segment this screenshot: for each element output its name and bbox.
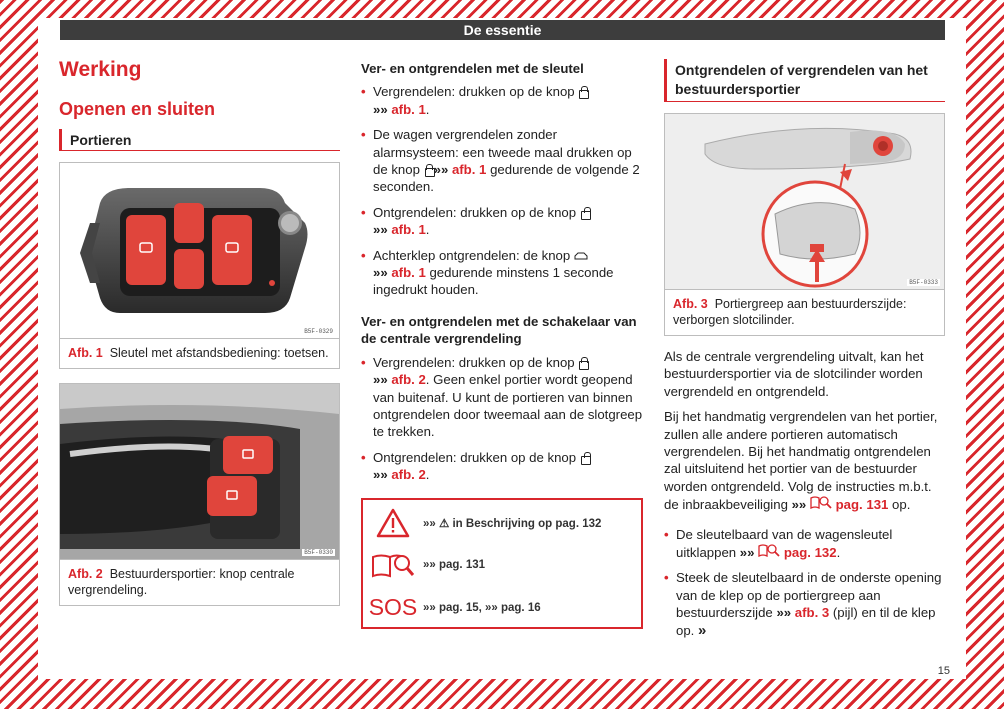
figure-link[interactable]: afb. 1 xyxy=(391,101,426,117)
trunk-button xyxy=(174,203,204,243)
door-handle-image xyxy=(665,114,944,290)
continue-marker: » xyxy=(698,621,707,639)
figure-label: Afb. 2 xyxy=(68,567,103,581)
list-item: • De sleutelbaard van de wagensleutel uitklappen »» pag. 132. xyxy=(664,526,945,562)
lock-button xyxy=(126,215,166,285)
lock-open-icon xyxy=(580,452,590,463)
figure-link[interactable]: afb. 2 xyxy=(391,467,426,483)
lock-closed-icon xyxy=(578,357,588,368)
figure-label: Afb. 3 xyxy=(673,297,708,311)
box-title-driver-door: Ontgrendelen of vergrendelen van het bestuurdersportier xyxy=(664,59,945,102)
heading-key-locking: Ver- en ontgrendelen met de sleutel xyxy=(361,61,584,76)
item-text: (pijl) en til de klep op. xyxy=(676,605,936,638)
figure-3 xyxy=(664,113,945,336)
figure-1 xyxy=(59,162,340,369)
paragraph: Als de centrale vergrendeling uitvalt, kan het bestuurdersportier via de slotcilinder worden vergrendeld en ontgrendeld. xyxy=(664,349,924,399)
notes-box xyxy=(361,498,643,629)
unlock-button xyxy=(212,215,252,285)
figure-code: B5F-0333 xyxy=(909,279,938,286)
trunk-icon xyxy=(574,251,588,260)
figure-link[interactable]: afb. 1 xyxy=(391,265,426,281)
figure-link[interactable]: afb. 3 xyxy=(794,605,830,621)
page-link[interactable]: pag. 131 xyxy=(835,497,889,513)
key-fob-image xyxy=(60,163,339,339)
item-text: . Geen enkel portier wordt geopend van buitenaf. U kunt de portieren van binnen ontgrendelen door tweemaal aan de slotgreep te trekken. xyxy=(373,372,643,440)
unlock-switch xyxy=(223,436,273,474)
sos-icon: SOS xyxy=(368,594,418,621)
item-text: . xyxy=(425,101,430,117)
item-text: Achterklep ontgrendelen: de knop xyxy=(373,247,571,263)
item-text: Steek de sleutelbaard in de onderste opening van de klep op de portiergreep aan bestuurderszijde xyxy=(676,570,942,621)
lock-switch xyxy=(207,476,257,516)
chapter-header: De essentie xyxy=(60,20,945,40)
book-ref[interactable]: »» pag. 131 xyxy=(423,558,486,571)
page-number: 15 xyxy=(937,665,950,677)
figure-caption-text: Portiergreep aan bestuurderszijde: verborgen slotcilinder. xyxy=(673,297,907,327)
item-text: Ontgrendelen: drukken op de knop xyxy=(373,449,577,465)
item-text: . xyxy=(836,545,841,561)
column-3 xyxy=(664,59,945,647)
list-item: • Vergrendelen: drukken op de knop »» afb. 1. xyxy=(361,83,643,118)
figure-link[interactable]: afb. 1 xyxy=(451,162,487,178)
figure-caption xyxy=(665,290,944,335)
figure-caption xyxy=(60,339,339,368)
figure-2 xyxy=(59,383,340,606)
list-item: • Vergrendelen: drukken op de knop »» afb. 2. Geen enkel portier wordt geopend van buitenaf. U kunt de portieren van binnen ontgrendelen door tweemaal aan de slotgreep te trekken. xyxy=(361,354,643,441)
list-item: • Achterklep ontgrendelen: de knop »» afb. 1 gedurende minstens 1 seconde ingedrukt houden. xyxy=(361,247,643,299)
subsection-title: Openen en sluiten xyxy=(59,99,216,119)
item-text: Ontgrendelen: drukken op de knop xyxy=(373,204,577,220)
warning-icon xyxy=(376,508,410,538)
figure-link[interactable]: afb. 1 xyxy=(391,222,426,238)
page-link[interactable]: pag. 132 xyxy=(783,545,837,561)
figure-code: B5F-0329 xyxy=(304,328,333,335)
door-handle-illustration xyxy=(665,114,944,290)
figure-link[interactable]: afb. 2 xyxy=(391,372,426,388)
list-item: • Ontgrendelen: drukken op de knop »» afb. 2. xyxy=(361,449,643,484)
section-title: Werking xyxy=(59,58,142,81)
item-text: Vergrendelen: drukken op de knop xyxy=(373,84,575,100)
lock-closed-icon xyxy=(578,86,588,97)
book-magnifier-icon xyxy=(810,495,832,509)
box-title-portieren: Portieren xyxy=(59,129,340,151)
key-fob-illustration xyxy=(60,163,339,339)
column-2 xyxy=(361,60,643,629)
figure-caption-text: Bestuurdersportier: knop centrale vergrendeling. xyxy=(68,567,295,597)
page xyxy=(38,18,966,679)
item-text: . xyxy=(425,467,430,483)
note-book xyxy=(363,545,641,585)
column-1 xyxy=(59,58,340,606)
list-item: • De wagen vergrendelen zonder alarmsysteem: een tweede maal drukken op de knop »» afb. 1 gedurende de volgende 2 seconden. xyxy=(361,126,643,196)
note-sos xyxy=(363,588,641,628)
note-warning xyxy=(363,503,641,543)
panic-button xyxy=(174,249,204,289)
figure-caption xyxy=(60,560,339,605)
item-text: Vergrendelen: drukken op de knop xyxy=(373,354,575,370)
paragraph-text: Bij het handmatig vergrendelen van het portier, zullen alle andere portieren automatisch vergrendelen. Bij het handmatig ontgrendelen zal uitsluitend het portier van de bestuurder worden ontgrendeld. Volg de instructies m.b.t. de inbraakbeveiliging xyxy=(664,409,938,513)
door-switch-illustration xyxy=(60,384,339,560)
list-item: • Steek de sleutelbaard in de onderste opening van de klep op de portiergreep aan bestuurderszijde »» afb. 3 (pijl) en til de klep op. » xyxy=(664,569,945,639)
figure-code: B5F-0330 xyxy=(304,549,333,556)
heading-central-switch: Ver- en ontgrendelen met de schakelaar van de centrale vergrendeling xyxy=(361,313,637,347)
item-text: gedurende minstens 1 seconde ingedrukt houden. xyxy=(373,265,614,298)
lock-closed-icon xyxy=(424,164,434,175)
item-text: De sleutelbaard van de wagensleutel uitklappen xyxy=(676,526,893,561)
item-text: De wagen vergrendelen zonder alarmsysteem: een tweede maal drukken op de knop xyxy=(373,127,632,178)
item-text: gedurende de volgende 2 seconden. xyxy=(373,162,640,195)
warning-ref[interactable]: »» ⚠ in Beschrijving op pag. 132 xyxy=(423,517,602,530)
book-magnifier-icon xyxy=(758,543,780,557)
lock-open-icon xyxy=(580,207,590,218)
list-item: • Ontgrendelen: drukken op de knop »» afb. 1. xyxy=(361,204,643,239)
figure-label: Afb. 1 xyxy=(68,346,103,360)
item-text: . xyxy=(425,222,430,238)
sos-ref[interactable]: »» pag. 15, »» pag. 16 xyxy=(423,601,541,614)
book-magnifier-icon xyxy=(371,551,415,579)
figure-caption-text: Sleutel met afstandsbediening: toetsen. xyxy=(109,346,329,360)
paragraph-text: op. xyxy=(892,497,911,513)
paragraph: Bij het handmatig vergrendelen van het portier, zullen alle andere portieren automatisch vergrendelen. Bij het handmatig ontgrendelen zal uitsluitend het portier van de bestuurder worden ontgrendeld. Volg de instructies m.b.t. de inbraakbeveiliging »» pag. 131 op. xyxy=(664,409,938,513)
door-switch-image xyxy=(60,384,339,560)
